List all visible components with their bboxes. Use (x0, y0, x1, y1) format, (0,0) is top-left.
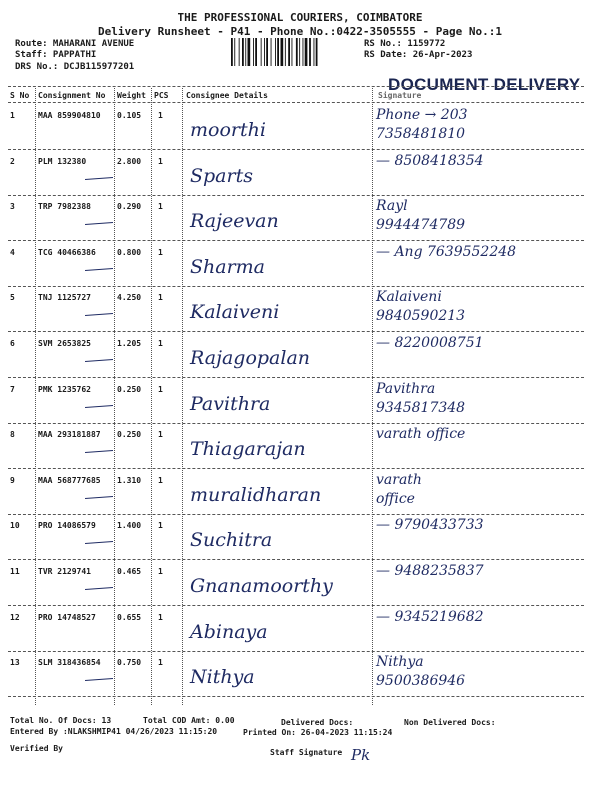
row-divider (8, 468, 584, 469)
pcs-value: 1 (158, 658, 163, 667)
handwritten-tick-mark (85, 587, 113, 590)
weight-value: 0.105 (117, 111, 142, 120)
barcode-bar (261, 38, 262, 66)
barcode-bar (234, 38, 235, 66)
col-consignee: Consignee Details (186, 91, 268, 100)
pcs-value: 1 (158, 385, 163, 394)
printed-on: Printed On: 26-04-2023 11:15:24 (243, 728, 393, 737)
row-divider (8, 696, 584, 697)
consignee-name-handwritten: Kalaiveni (190, 301, 280, 323)
table-row (0, 379, 600, 425)
route-label: Route: MAHARANI AVENUE (15, 39, 135, 49)
row-sno: 3 (10, 202, 15, 211)
pcs-value: 1 (158, 613, 163, 622)
consignment-number: MAA 568777685 (38, 476, 101, 485)
consignment-number: TCG 40466386 (38, 248, 96, 257)
consignee-name-handwritten: Pavithra (190, 393, 271, 415)
row-sno: 7 (10, 385, 15, 394)
consignment-number: SLM 318436854 (38, 658, 101, 667)
row-sno: 12 (10, 613, 20, 622)
company-title: THE PROFESSIONAL COURIERS, COIMBATORE (177, 11, 423, 24)
document-delivery-stamp: DOCUMENT DELIVERY (388, 75, 581, 94)
row-divider (8, 240, 584, 241)
table-row (0, 652, 600, 698)
row-sno: 5 (10, 293, 15, 302)
receiver-signature: — 9345219682 (376, 609, 484, 625)
barcode-bar (275, 38, 276, 66)
consignment-number: MAA 859904810 (38, 111, 101, 120)
drs-number: DRS No.: DCJB115977201 (15, 62, 135, 72)
row-divider (8, 559, 584, 560)
consignment-number: PRO 14748527 (38, 613, 96, 622)
receiver-phone-handwritten: 7358481810 (376, 126, 466, 142)
weight-value: 4.250 (117, 293, 142, 302)
barcode (230, 38, 358, 66)
col-signature: Signature (378, 91, 422, 100)
weight-value: 2.800 (117, 157, 142, 166)
weight-value: 1.205 (117, 339, 142, 348)
receiver-signature: varath office (376, 426, 466, 442)
weight-value: 0.250 (117, 430, 142, 439)
rs-number: RS No.: 1159772 (364, 39, 446, 49)
pcs-value: 1 (158, 157, 163, 166)
barcode-bar (296, 38, 298, 66)
barcode-bar (277, 38, 279, 66)
receiver-signature: — 8220008751 (376, 335, 484, 351)
consignment-number: PRO 14086579 (38, 521, 96, 530)
consignment-number: SVM 2653825 (38, 339, 91, 348)
weight-value: 0.655 (117, 613, 142, 622)
receiver-signature: Phone → 203 (376, 107, 468, 123)
handwritten-tick-mark (85, 405, 113, 408)
barcode-bar (292, 38, 293, 66)
consignment-number: TRP 7982388 (38, 202, 91, 211)
consignee-name-handwritten: Sparts (190, 165, 253, 187)
rs-date: RS Date: 26-Apr-2023 (364, 50, 473, 60)
handwritten-tick-mark (85, 678, 113, 681)
receiver-signature: Rayl (376, 198, 408, 214)
staff-signature-mark: Pk (351, 746, 371, 764)
weight-value: 0.750 (117, 658, 142, 667)
receiver-signature: Nithya (376, 654, 424, 670)
pcs-value: 1 (158, 430, 163, 439)
handwritten-tick-mark (85, 177, 113, 180)
barcode-bar (253, 38, 254, 66)
consignee-name-handwritten: Sharma (190, 256, 266, 278)
staff-label: Staff: PAPPATHI (15, 50, 97, 60)
pcs-value: 1 (158, 202, 163, 211)
table-row (0, 287, 600, 333)
barcode-bar (285, 38, 286, 66)
receiver-phone-handwritten: 9944474789 (376, 217, 466, 233)
barcode-bar (266, 38, 268, 66)
row-sno: 2 (10, 157, 15, 166)
receiver-signature: — Ang 7639552248 (376, 244, 517, 260)
barcode-bar (231, 38, 233, 66)
pcs-value: 1 (158, 521, 163, 530)
non-delivered-docs: Non Delivered Docs: (404, 718, 496, 727)
weight-value: 1.400 (117, 521, 142, 530)
barcode-bar (288, 38, 290, 66)
receiver-signature: Kalaiveni (376, 289, 442, 305)
receiver-phone-handwritten: office (376, 491, 415, 507)
verified-by: Verified By (10, 744, 63, 753)
barcode-bar (264, 38, 265, 66)
pcs-value: 1 (158, 567, 163, 576)
consignee-name-handwritten: Rajeevan (190, 210, 279, 232)
handwritten-tick-mark (85, 222, 113, 225)
table-row (0, 333, 600, 379)
row-sno: 10 (10, 521, 20, 530)
entered-by: Entered By :NLAKSHMIP41 04/26/2023 11:15:20 (10, 727, 218, 736)
barcode-bar (255, 38, 257, 66)
receiver-phone-handwritten: 9840590213 (376, 308, 466, 324)
consignment-number: TNJ 1125727 (38, 293, 91, 302)
consignment-number: PLM 132380 (38, 157, 87, 166)
pcs-value: 1 (158, 293, 163, 302)
barcode-bar (309, 38, 311, 66)
row-sno: 1 (10, 111, 15, 120)
consignment-number: MAA 293181887 (38, 430, 101, 439)
row-divider (8, 605, 584, 606)
staff-signature-label: Staff Signature (270, 748, 343, 757)
barcode-bar (281, 38, 284, 66)
table-row (0, 105, 600, 151)
table-row (0, 151, 600, 197)
col-pcs: PCS (154, 91, 169, 100)
handwritten-tick-mark (85, 450, 113, 453)
table-row (0, 561, 600, 607)
barcode-bar (303, 38, 304, 66)
barcode-bar (271, 38, 272, 66)
pcs-value: 1 (158, 111, 163, 120)
weight-value: 0.290 (117, 202, 142, 211)
weight-value: 0.800 (117, 248, 142, 257)
weight-value: 1.310 (117, 476, 142, 485)
handwritten-tick-mark (85, 496, 113, 499)
receiver-signature: — 8508418354 (376, 153, 484, 169)
barcode-bar (314, 38, 315, 66)
consignment-number: TVR 2129741 (38, 567, 91, 576)
handwritten-tick-mark (85, 268, 113, 271)
consignee-name-handwritten: Gnanamoorthy (190, 575, 333, 597)
weight-value: 0.250 (117, 385, 142, 394)
consignee-name-handwritten: Rajagopalan (190, 347, 311, 369)
table-row (0, 242, 600, 288)
consignee-name-handwritten: Nithya (190, 666, 255, 688)
receiver-signature: — 9488235837 (376, 563, 484, 579)
row-divider (8, 331, 584, 332)
row-sno: 13 (10, 658, 20, 667)
row-sno: 11 (10, 567, 20, 576)
handwritten-tick-mark (85, 359, 113, 362)
header-divider-bottom (8, 102, 584, 103)
barcode-bar (248, 38, 251, 66)
row-sno: 4 (10, 248, 15, 257)
row-divider (8, 377, 584, 378)
handwritten-tick-mark (85, 313, 113, 316)
table-row (0, 515, 600, 561)
consignment-number: PMK 1235762 (38, 385, 91, 394)
total-cod: Total COD Amt: 0.00 (143, 716, 235, 725)
pcs-value: 1 (158, 476, 163, 485)
consignee-name-handwritten: moorthi (190, 119, 266, 141)
receiver-phone-handwritten: 9500386946 (376, 673, 466, 689)
barcode-bar (242, 38, 244, 66)
barcode-bar (299, 38, 300, 66)
weight-value: 0.465 (117, 567, 142, 576)
consignee-name-handwritten: Thiagarajan (190, 438, 306, 460)
barcode-bar (245, 38, 246, 66)
row-sno: 6 (10, 339, 15, 348)
barcode-bar (316, 38, 318, 66)
receiver-phone-handwritten: 9345817348 (376, 400, 466, 416)
total-docs: Total No. Of Docs: 13 (10, 716, 112, 725)
consignee-name-handwritten: muralidharan (190, 484, 322, 506)
row-sno: 9 (10, 476, 15, 485)
barcode-bar (305, 38, 308, 66)
col-consignment: Consignment No (38, 91, 106, 100)
consignee-name-handwritten: Abinaya (190, 621, 268, 643)
handwritten-tick-mark (85, 541, 113, 544)
col-weight: Weight (117, 91, 146, 100)
table-row (0, 470, 600, 516)
table-row (0, 607, 600, 653)
pcs-value: 1 (158, 248, 163, 257)
receiver-signature: Pavithra (376, 381, 436, 397)
delivered-docs: Delivered Docs: (281, 718, 354, 727)
col-sno: S No (10, 91, 30, 100)
receiver-signature: — 9790433733 (376, 517, 484, 533)
row-divider (8, 149, 584, 150)
pcs-value: 1 (158, 339, 163, 348)
consignee-name-handwritten: Suchitra (190, 529, 273, 551)
receiver-signature: varath (376, 472, 422, 488)
barcode-bar (239, 38, 240, 66)
table-row (0, 196, 600, 242)
table-row (0, 424, 600, 470)
runsheet-subtitle: Delivery Runsheet - P41 - Phone No.:0422-3505555 - Page No.:1 (98, 25, 502, 38)
row-sno: 8 (10, 430, 15, 439)
header-divider-top (8, 86, 584, 87)
